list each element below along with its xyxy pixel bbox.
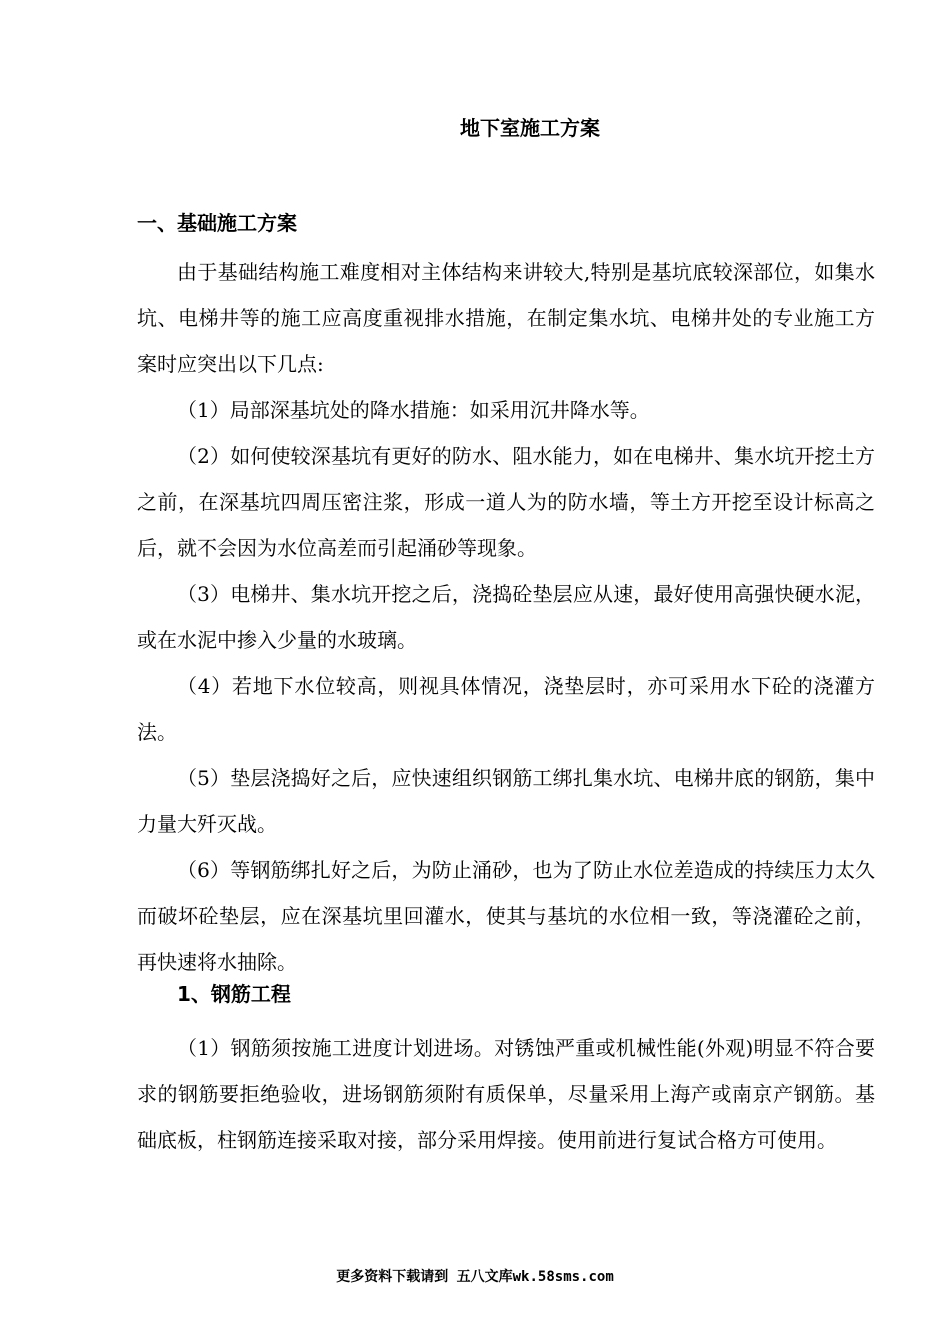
subsection-paragraph: （1）钢筋须按施工进度计划进场。对锈蚀严重或机械性能(外观)明显不符合要求的钢筋要拒绝验收，进场钢筋须附有质保单，尽量采用上海产或南京产钢筋。基础底板，柱钢筋连接采取对接，部分采用焊接。使用前进行复试合格方可使用。 <box>137 1036 875 1152</box>
point-3-paragraph: （3）电梯井、集水坑开挖之后，浇捣砼垫层应从速，最好使用高强快硬水泥，或在水泥中掺入少量的水玻璃。 <box>137 582 875 652</box>
point-4-paragraph: （4）若地下水位较高，则视具体情况，浇垫层时，亦可采用水下砼的浇灌方法。 <box>137 674 875 744</box>
point-2-paragraph: （2）如何使较深基坑有更好的防水、阻水能力，如在电梯井、集水坑开挖土方之前，在深基坑四周压密注浆，形成一道人为的防水墙，等土方开挖至设计标高之后，就不会因为水位高差而引起涌砂等现象。 <box>137 444 875 560</box>
intro-paragraph: 由于基础结构施工难度相对主体结构来讲较大,特别是基坑底较深部位，如集水坑、电梯井等的施工应高度重视排水措施，在制定集水坑、电梯井处的专业施工方案时应突出以下几点: <box>137 260 875 376</box>
point-1-paragraph: （1）局部深基坑处的降水措施：如采用沉井降水等。 <box>177 398 650 422</box>
footer-note: 更多资料下载请到 五八文库wk.58sms.com <box>336 1269 614 1285</box>
point-5-paragraph: （5）垫层浇捣好之后，应快速组织钢筋工绑扎集水坑、电梯井底的钢筋，集中力量大歼灭战。 <box>137 766 875 836</box>
point-6-paragraph: （6）等钢筋绑扎好之后，为防止涌砂，也为了防止水位差造成的持续压力太久而破坏砼垫层，应在深基坑里回灌水，使其与基坑的水位相一致，等浇灌砼之前，再快速将水抽除。 <box>137 858 875 974</box>
document-title: 地下室施工方案 <box>460 116 600 140</box>
section-heading: 一、基础施工方案 <box>137 211 297 235</box>
subsection-heading: 1、钢筋工程 <box>177 982 291 1006</box>
